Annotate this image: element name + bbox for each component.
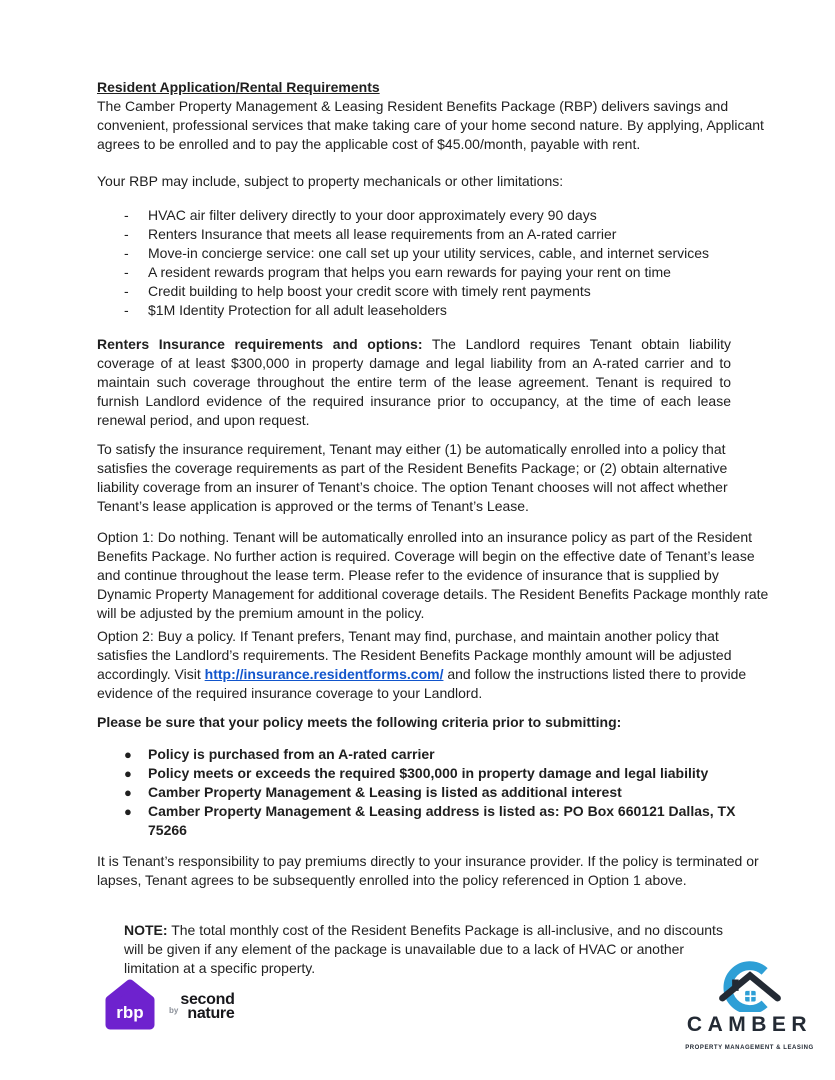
list-item-text: Camber Property Management & Leasing address is listed as: PO Box 660121 Dallas, TX 75266 xyxy=(148,803,736,838)
note-lead: NOTE: xyxy=(124,922,168,938)
list-item-text: Policy is purchased from an A-rated carrier xyxy=(148,746,435,762)
criteria-heading: Please be sure that your policy meets the following criteria prior to submitting: xyxy=(97,714,622,730)
list-item xyxy=(97,282,769,301)
list-item xyxy=(97,225,769,244)
responsibility-paragraph: It is Tenant’s responsibility to pay premiums directly to your insurance provider. If the policy is terminated or lapses, Tenant agrees to be subsequently enrolled into the policy referenced in Option 1 above. xyxy=(97,853,759,888)
dot-bullet: ● xyxy=(124,785,132,800)
dot-bullet: ● xyxy=(124,747,132,762)
note-body: The total monthly cost of the Resident Benefits Package is all-inclusive, and no discounts will be given if any element of the package is unavailable due to a lack of HVAC or another limitation at a specific property. xyxy=(124,922,723,976)
intro-paragraph: The Camber Property Management & Leasing Resident Benefits Package (RBP) delivers savings and convenient, professional services that make taking care of your home second nature. By applying, Applicant agrees to be enrolled and to pay the applicable cost of $45.00/month, payable with rent. xyxy=(97,98,764,152)
brand-line-1: second xyxy=(180,991,235,1008)
dash-bullet: - xyxy=(124,264,129,280)
camber-tagline: PROPERTY MANAGEMENT & LEASING xyxy=(685,1045,814,1051)
renters-insurance-body: The Landlord requires Tenant obtain liability coverage of at least $300,000 in property damage and legal liability from an A-rated carrier and to maintain such coverage throughout the entire term of the lease agreement. Tenant is required to furnish Landlord evidence of the required insurance prior to occupancy, at the time of each lease renewal period, and upon request. xyxy=(97,336,731,428)
rbp-benefits-list xyxy=(97,206,769,320)
option2-paragraph xyxy=(97,627,769,703)
list-item xyxy=(97,206,769,225)
insurance-residentforms-link[interactable]: http://insurance.residentforms.com/ xyxy=(204,666,444,682)
list-item xyxy=(97,745,769,764)
list-item xyxy=(97,802,769,840)
rbp-include-line: Your RBP may include, subject to property mechanicals or other limitations: xyxy=(97,173,564,189)
rbp-badge-text: rbp xyxy=(116,1003,144,1022)
dash-bullet: - xyxy=(124,302,129,318)
list-item-text: HVAC air filter delivery directly to your door approximately every 90 days xyxy=(148,207,597,223)
option1-paragraph: Option 1: Do nothing. Tenant will be automatically enrolled into an insurance policy as part of the Resident Benefits Package. No further action is required. Coverage will begin on the effective date of Tenant’s lease and continue throughout the lease term. Please refer to the evidence of insurance that is supplied by Dynamic Property Management for additional coverage details. The Resident Benefits Package monthly rate will be adjusted by the premium amount in the policy. xyxy=(97,529,769,621)
option2-text-after: and follow the instructions listed there to provide evidence of the required insurance coverage to your Landlord. xyxy=(97,666,747,701)
list-item-text: A resident rewards program that helps you earn rewards for paying your rent on time xyxy=(148,264,671,280)
dot-bullet: ● xyxy=(124,804,132,819)
camber-house-icon xyxy=(695,960,805,1012)
dash-bullet: - xyxy=(124,226,129,242)
list-item-text: Policy meets or exceeds the required $300,000 in property damage and legal liability xyxy=(148,765,709,781)
list-item xyxy=(97,783,769,802)
list-item-text: $1M Identity Protection for all adult leaseholders xyxy=(148,302,447,318)
page-title: Resident Application/Rental Requirements xyxy=(97,79,380,95)
list-item-text: Renters Insurance that meets all lease requirements from an A-rated carrier xyxy=(148,226,617,242)
satisfy-paragraph: To satisfy the insurance requirement, Tenant may either (1) be automatically enrolled into a policy that satisfies the coverage requirements as part of the Resident Benefits Package; or (2) obtain alternative liability coverage from an insurer of Tenant’s choice. The option Tenant chooses will not affect whether Tenant’s lease application is approved or the terms of Tenant’s Lease. xyxy=(97,441,728,514)
list-item-text: Credit building to help boost your credit score with timely rent payments xyxy=(148,283,591,299)
second-nature-wordmark xyxy=(169,993,235,1021)
list-item xyxy=(97,244,769,263)
list-item xyxy=(97,301,769,320)
renters-insurance-lead: Renters Insurance requirements and options: xyxy=(97,336,423,352)
dot-bullet: ● xyxy=(124,766,132,781)
camber-name: CAMBER xyxy=(686,1013,813,1036)
brand-line-2: nature xyxy=(187,1005,235,1022)
dash-bullet: - xyxy=(124,207,129,223)
criteria-list xyxy=(97,745,769,840)
renters-insurance-paragraph xyxy=(97,335,731,430)
list-item xyxy=(97,764,769,783)
by-label: by xyxy=(169,1006,179,1015)
rbp-second-nature-logo xyxy=(98,975,235,1039)
list-item-text: Camber Property Management & Leasing is listed as additional interest xyxy=(148,784,622,800)
rbp-badge-icon xyxy=(98,975,162,1039)
dash-bullet: - xyxy=(124,283,129,299)
dash-bullet: - xyxy=(124,245,129,261)
list-item xyxy=(97,263,769,282)
option2-text-before: Option 2: Buy a policy. If Tenant prefers, Tenant may find, purchase, and maintain another policy that satisfies the Landlord’s requirements. The Resident Benefits Package monthly amount will be adjusted accordingly. Visit xyxy=(97,628,732,682)
document-content xyxy=(97,78,769,978)
note-paragraph xyxy=(124,921,741,978)
camber-logo xyxy=(682,960,817,1058)
second-nature-text xyxy=(180,993,234,1021)
list-item-text: Move-in concierge service: one call set up your utility services, cable, and internet services xyxy=(148,245,710,261)
